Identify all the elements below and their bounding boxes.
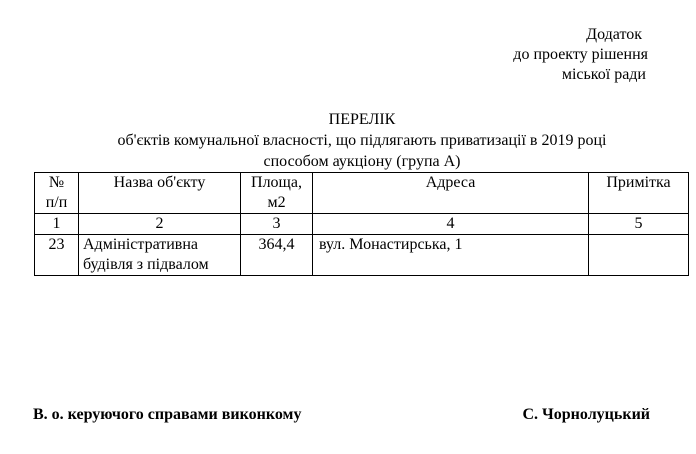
header-number-line1: № — [48, 174, 65, 191]
column-number: 1 — [35, 214, 79, 235]
appendix-subtitle: до проекту рішення — [513, 46, 648, 63]
row-address: вул. Монастирська, 1 — [313, 235, 589, 276]
table-row — [35, 235, 689, 276]
header-address: Адреса — [313, 173, 589, 214]
appendix-block — [513, 25, 648, 85]
title-description: об'єктів комунальної власності, що підлягають приватизації в 2019 році — [117, 132, 607, 149]
row-name — [79, 235, 241, 276]
title-heading: ПЕРЕЛІК — [328, 111, 396, 128]
document-title — [0, 109, 696, 172]
header-number — [35, 173, 79, 214]
row-number: 23 — [35, 235, 79, 276]
title-method: способом аукціону (група А) — [263, 153, 461, 170]
column-number: 5 — [589, 214, 689, 235]
signatory-name: С. Чорнолуцький — [522, 406, 650, 423]
objects-table — [34, 172, 689, 276]
header-number-line2: п/п — [45, 194, 68, 211]
column-number: 4 — [313, 214, 589, 235]
header-note: Примітка — [589, 173, 689, 214]
header-area-line2: м2 — [267, 194, 286, 211]
column-number: 2 — [79, 214, 241, 235]
column-number: 3 — [241, 214, 313, 235]
row-name-line1: Адміністративна — [83, 236, 199, 253]
appendix-title: Додаток — [586, 26, 642, 43]
row-note — [589, 235, 689, 276]
signatory-position: В. о. керуючого справами виконкому — [33, 406, 302, 423]
row-area: 364,4 — [241, 235, 313, 276]
appendix-council: міської ради — [561, 66, 646, 83]
header-area-line1: Площа, — [251, 174, 302, 191]
row-name-line2: будівля з підвалом — [83, 256, 209, 273]
table-header-row — [35, 173, 689, 214]
column-number-row — [35, 214, 689, 235]
header-area — [241, 173, 313, 214]
header-name: Назва об'єкту — [79, 173, 241, 214]
